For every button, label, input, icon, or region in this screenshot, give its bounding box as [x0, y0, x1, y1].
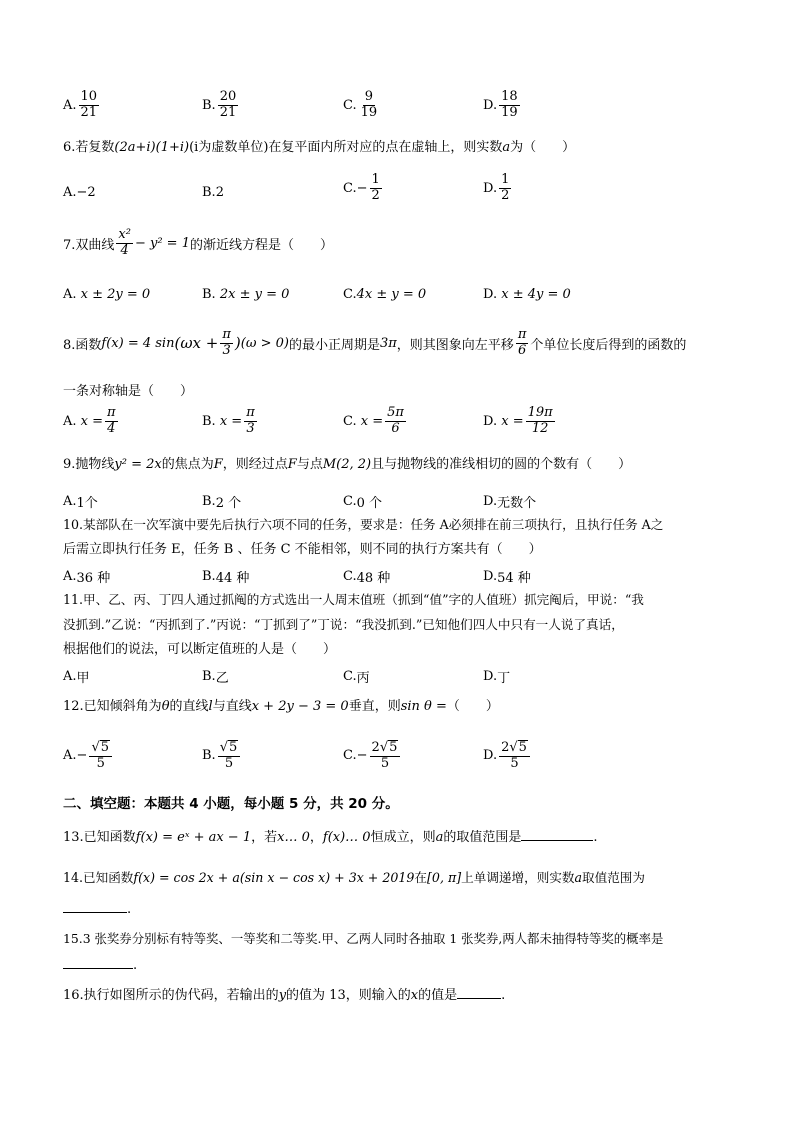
section-heading-fill-blank: 二、填空题：本题共 4 小题，每小题 5 分，共 20 分。 — [63, 796, 399, 812]
q8-stem: 8.函数 f(x) = 4 sin (ωx + $\frac{\pi}{3}$ ) (ω > 0) 的最小正周期是 3π ，则其图象向左平移 $\frac{\pi}{6}$ 个单位长度后得到的函数的 — [63, 327, 687, 358]
fraction: $\frac{1}{2}$ — [501, 172, 510, 203]
fraction: $\frac{√5}{5}$ — [218, 740, 241, 772]
fraction: $\frac{1}{2}$ — [371, 172, 380, 203]
q12-option-c: C. − $\frac{2√5}{5}$ — [343, 740, 402, 772]
fraction: $\frac{√5}{5}$ — [89, 740, 112, 772]
q10-option-d: D. 54 种 — [483, 569, 531, 586]
answer-blank[interactable] — [457, 997, 501, 999]
q5-option-b: B. $\frac{20}{21}$ — [202, 89, 237, 120]
fraction: $\frac{20}{21}$ — [219, 89, 237, 120]
q11-option-d: D. 丁 — [483, 669, 511, 686]
answer-blank[interactable] — [521, 839, 593, 841]
fraction: $\frac{10}{21}$ — [80, 89, 98, 120]
q12-option-a: A. − $\frac{√5}{5}$ — [63, 740, 114, 772]
q10-stem-line1: 10.某部队在一次军演中要先后执行六项不同的任务，要求是：任务 A必须排在前三项执行，且执行任务 A之 — [63, 517, 664, 532]
fraction: $\frac{2√5}{5}$ — [499, 740, 530, 772]
q9-option-d: D. 无数个 — [483, 494, 537, 511]
q9-stem: 9.抛物线y² = 2x的焦点为F，则经过点F与点M(2, 2)且与抛物线的准线相切的圆的个数有（ ） — [63, 457, 632, 472]
q6-stem: 6.若复数(2a+i)(1+i)(i为虚数单位)在复平面内所对应的点在虚轴上，则实数a为（ ） — [63, 140, 576, 155]
q7-stem: 7.双曲线 $\frac{\text{x²}}{4}$ − y² = 1 的渐近线方程是（ ） — [63, 227, 333, 258]
q13-stem: 13.已知函数f(x) = eˣ + ax − 1，若x… 0，f(x)… 0恒成立，则a的取值范围是 . — [63, 830, 598, 845]
fraction: $\frac{19\pi}{12}$ — [527, 405, 553, 436]
q11-option-c: C. 丙 — [343, 669, 370, 686]
q10-option-a: A. 36 种 — [63, 569, 111, 586]
fraction: $\frac{2√5}{5}$ — [370, 740, 401, 772]
q8-option-a: A. x = $\frac{\pi}{4}$ — [63, 405, 116, 436]
q7-option-a: A. x ± 2y = 0 — [63, 287, 151, 302]
q11-option-b: B. 乙 — [202, 669, 229, 686]
q8-option-c: C. x = $\frac{5\pi}{6}$ — [343, 405, 404, 436]
q8-option-d: D. x = $\frac{19\pi}{12}$ — [483, 405, 553, 436]
q11-stem-line3: 根据他们的说法，可以断定值班的人是（ ） — [63, 642, 337, 657]
fraction: $\frac{9}{19}$ — [360, 89, 378, 120]
q6-option-c: C. − $\frac{1}{2}$ — [343, 172, 380, 203]
q15-stem: 15.3 张奖券分别标有特等奖、一等奖和二等奖.甲、乙两人同时各抽取 1 张奖券,两人都未抽得特等奖的概率是 — [63, 931, 664, 946]
answer-blank[interactable] — [63, 911, 127, 913]
q9-option-b: B. 2 个 — [202, 494, 242, 511]
fraction: $\frac{\text{x²}}{4}$ — [118, 227, 131, 258]
q5-option-d: D. $\frac{18}{19}$ — [483, 89, 518, 120]
q10-stem-line2: 后需立即执行任务 E，任务 B 、任务 C 不能相邻，则不同的执行方案共有（ ） — [63, 542, 542, 557]
fraction: $\frac{\pi}{3}$ — [222, 327, 231, 358]
q11-option-a: A. 甲 — [63, 669, 90, 686]
q9-option-a: A. 1个 — [63, 494, 98, 511]
fraction: $\frac{\pi}{3}$ — [246, 405, 255, 436]
fraction: $\frac{5\pi}{6}$ — [387, 405, 404, 436]
q6-option-b: B. 2 — [202, 185, 224, 200]
q12-option-b: B. $\frac{√5}{5}$ — [202, 740, 242, 772]
answer-blank[interactable] — [63, 967, 133, 969]
q14-stem: 14.已知函数f(x) = cos 2x + a(sin x − cos x) + 3x + 2019在[0, π]上单调递增，则实数a取值范围为 — [63, 870, 645, 885]
fraction: $\frac{18}{19}$ — [501, 89, 518, 120]
q12-option-d: D. $\frac{2√5}{5}$ — [483, 740, 532, 772]
q14-answer-line: . — [63, 902, 131, 918]
q7-option-c: C. 4x ± y = 0 — [343, 287, 427, 302]
q10-option-b: B. 44 种 — [202, 569, 250, 586]
fraction: $\frac{\pi}{6}$ — [517, 327, 527, 358]
fraction: $\frac{\pi}{4}$ — [107, 405, 116, 436]
q8-option-b: B. x = $\frac{\pi}{3}$ — [202, 405, 255, 436]
q15-answer-line: . — [63, 958, 137, 974]
q6-option-a: A. −2 — [63, 185, 96, 200]
q7-option-b: B. 2x ± y = 0 — [202, 287, 290, 302]
q6-option-d: D. $\frac{1}{2}$ — [483, 172, 510, 203]
q11-stem-line1: 11.甲、乙、丙、丁四人通过抓阄的方式选出一人周末值班（抓到“值”字的人值班）抓完阄后，甲说：“我 — [63, 592, 644, 607]
q7-option-d: D. x ± 4y = 0 — [483, 287, 571, 302]
q12-stem: 12.已知倾斜角为θ的直线l与直线x + 2y − 3 = 0垂直，则sin θ =（ ） — [63, 699, 499, 714]
q5-option-a: A. $\frac{10}{21}$ — [63, 89, 98, 120]
q8-stem-line2: 一条对称轴是（ ） — [63, 384, 194, 399]
q16-stem: 16.执行如图所示的伪代码，若输出的y的值为 13，则输入的x的值是 . — [63, 988, 506, 1003]
q5-option-c: C. $\frac{9}{19}$ — [343, 89, 378, 120]
q10-option-c: C. 48 种 — [343, 569, 391, 586]
q9-option-c: C. 0 个 — [343, 494, 383, 511]
q11-stem-line2: 没抓到.”乙说：“丙抓到了.”丙说：“丁抓到了”丁说：“我没抓到.”已知他们四人中只有一人说了真话， — [63, 617, 624, 632]
